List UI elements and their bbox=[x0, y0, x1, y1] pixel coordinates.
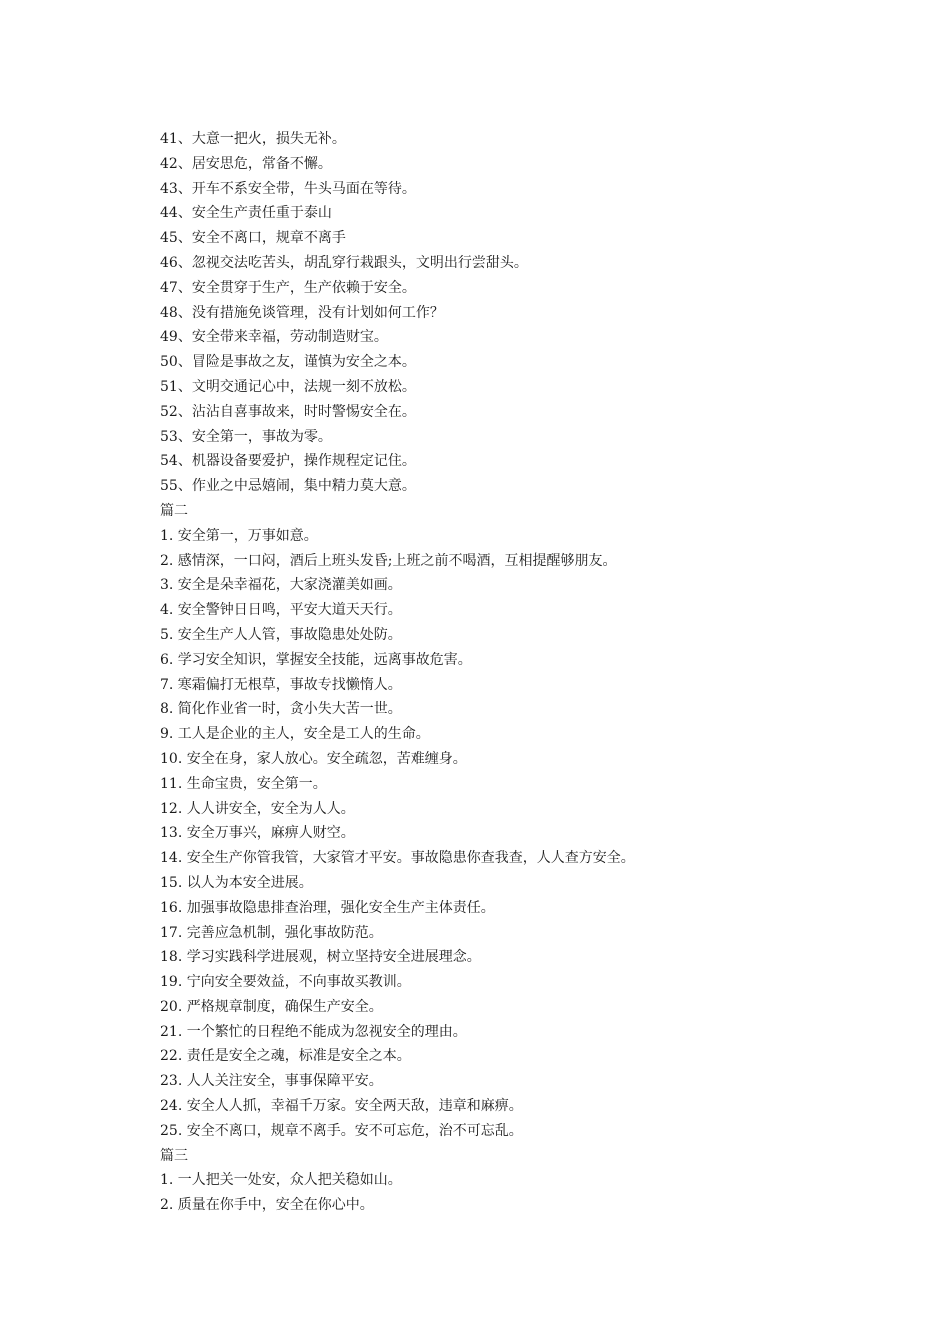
slogan-line: 41、大意一把火，损失无补。 bbox=[160, 131, 346, 147]
slogan-line: 25. 安全不离口，规章不离手。安不可忘危，治不可忘乱。 bbox=[160, 1122, 523, 1139]
slogan-line: 54、机器设备要爱护，操作规程定记住。 bbox=[160, 453, 416, 470]
slogan-line: 2. 感情深，一口闷，酒后上班头发昏;上班之前不喝酒，互相提醒够朋友。 bbox=[160, 552, 617, 569]
slogan-line: 53、安全第一，事故为零。 bbox=[160, 428, 332, 445]
section-heading: 篇二 bbox=[160, 502, 188, 519]
slogan-line: 9. 工人是企业的主人，安全是工人的生命。 bbox=[160, 726, 430, 743]
slogan-line: 19. 宁向安全要效益，不向事故买教训。 bbox=[160, 974, 411, 991]
slogan-line: 45、安全不离口，规章不离手 bbox=[160, 230, 346, 247]
slogan-line: 21. 一个繁忙的日程绝不能成为忽视安全的理由。 bbox=[160, 1023, 467, 1040]
slogan-line: 42、居安思危，常备不懈。 bbox=[160, 155, 332, 172]
slogan-line: 23. 人人关注安全，事事保障平安。 bbox=[160, 1073, 383, 1090]
section-heading: 篇三 bbox=[160, 1147, 188, 1164]
slogan-line: 7. 寒霜偏打无根草，事故专找懒惰人。 bbox=[160, 676, 402, 693]
slogan-line: 43、开车不系安全带，牛头马面在等待。 bbox=[160, 180, 416, 197]
slogan-line: 16. 加强事故隐患排查治理，强化安全生产主体责任。 bbox=[160, 899, 495, 916]
slogan-line: 13. 安全万事兴，麻痹人财空。 bbox=[160, 825, 355, 842]
slogan-line: 1. 一人把关一处安，众人把关稳如山。 bbox=[160, 1172, 402, 1189]
document-body bbox=[160, 127, 900, 1218]
slogan-line: 18. 学习实践科学进展观，树立坚持安全进展理念。 bbox=[160, 949, 481, 966]
slogan-line: 11. 生命宝贵，安全第一。 bbox=[160, 775, 327, 792]
slogan-line: 49、安全带来幸福，劳动制造财宝。 bbox=[160, 329, 388, 346]
slogan-line: 46、忽视交法吃苦头，胡乱穿行栽跟头，文明出行尝甜头。 bbox=[160, 254, 528, 271]
section-three bbox=[160, 1144, 900, 1218]
slogan-line: 55、作业之中忌嬉闹，集中精力莫大意。 bbox=[160, 478, 416, 495]
slogan-line: 6. 学习安全知识，掌握安全技能，远离事故危害。 bbox=[160, 651, 472, 668]
slogan-line: 12. 人人讲安全，安全为人人。 bbox=[160, 800, 355, 817]
section-one-tail bbox=[160, 127, 900, 499]
slogan-line: 10. 安全在身，家人放心。安全疏忽，苦难缠身。 bbox=[160, 750, 467, 767]
slogan-line: 44、安全生产责任重于泰山 bbox=[160, 205, 332, 222]
slogan-line: 22. 责任是安全之魂，标准是安全之本。 bbox=[160, 1048, 411, 1065]
slogan-line: 3. 安全是朵幸福花，大家浇灌美如画。 bbox=[160, 577, 402, 594]
slogan-line: 4. 安全警钟日日鸣，平安大道天天行。 bbox=[160, 602, 402, 619]
slogan-line: 50、冒险是事故之友，谨慎为安全之本。 bbox=[160, 354, 416, 371]
slogan-line: 8. 简化作业省一时，贪小失大苦一世。 bbox=[160, 701, 402, 718]
slogan-line: 24. 安全人人抓，幸福千万家。安全两天敌，违章和麻痹。 bbox=[160, 1098, 523, 1115]
slogan-line: 52、沾沾自喜事故来，时时警惕安全在。 bbox=[160, 403, 416, 420]
slogan-line: 17. 完善应急机制，强化事故防范。 bbox=[160, 924, 383, 941]
slogan-line: 14. 安全生产你管我管，大家管才平安。事故隐患你查我查，人人查方安全。 bbox=[160, 850, 635, 867]
slogan-line: 51、文明交通记心中，法规一刻不放松。 bbox=[160, 378, 416, 395]
slogan-line: 47、安全贯穿于生产，生产依赖于安全。 bbox=[160, 279, 416, 296]
slogan-line: 2. 质量在你手中，安全在你心中。 bbox=[160, 1197, 374, 1214]
slogan-line: 5. 安全生产人人管，事故隐患处处防。 bbox=[160, 626, 402, 643]
section-two bbox=[160, 499, 900, 1144]
slogan-line: 15. 以人为本安全进展。 bbox=[160, 874, 313, 891]
slogan-line: 48、没有措施免谈管理，没有计划如何工作？ bbox=[160, 304, 444, 321]
slogan-line: 1. 安全第一，万事如意。 bbox=[160, 527, 318, 544]
slogan-line: 20. 严格规章制度，确保生产安全。 bbox=[160, 998, 383, 1015]
